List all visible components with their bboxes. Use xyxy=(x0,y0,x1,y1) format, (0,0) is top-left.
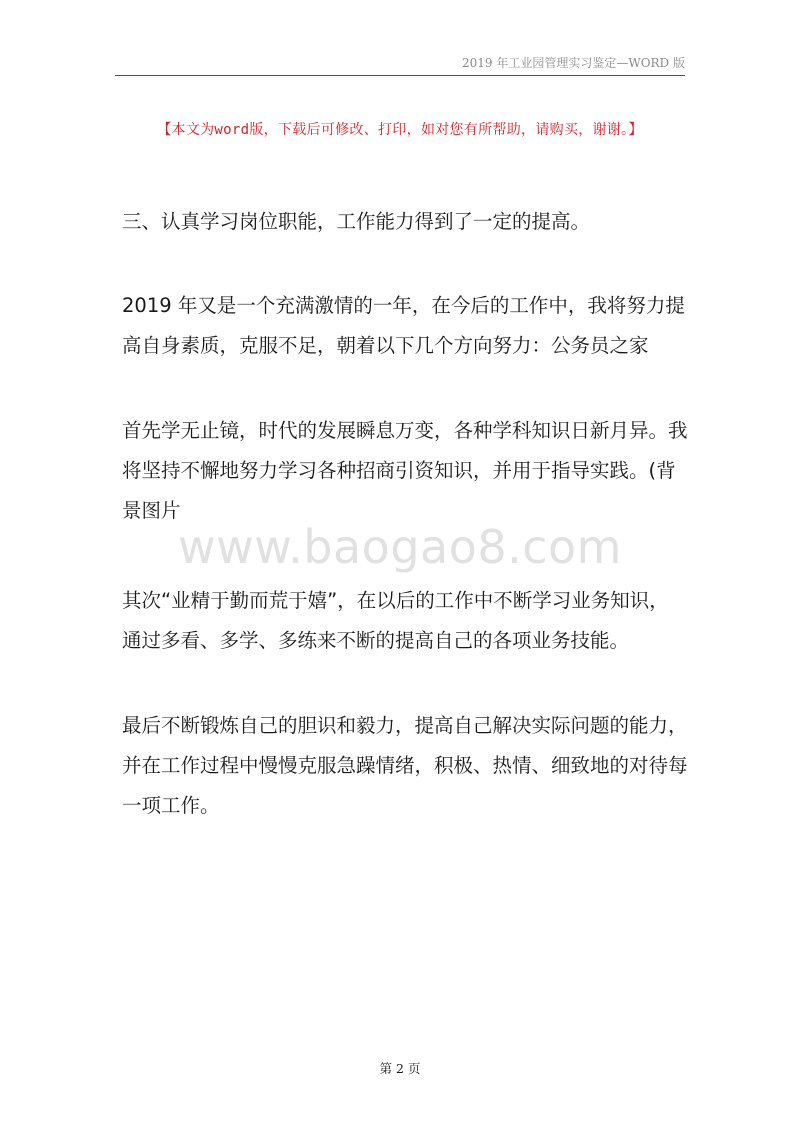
page-number: 第 2 页 xyxy=(379,1061,421,1076)
section-heading-text: 三、认真学习岗位职能，工作能力得到了一定的提高。 xyxy=(122,210,591,233)
section-heading xyxy=(122,202,688,242)
paragraph-4 xyxy=(122,706,688,826)
header-title: 2019 年工业园管理实习鉴定—WORD 版 xyxy=(462,56,685,70)
header-divider xyxy=(115,75,685,76)
paragraph-text: 其次“业精于勤而荒于嬉”，在以后的工作中不断学习业务知识，通过多看、多学、多练来不断的提高自己的各项业务技能。 xyxy=(122,589,669,652)
notice-banner: 【本文为word版，下载后可修改、打印，如对您有所帮助，请购买，谢谢。】 xyxy=(157,122,643,138)
paragraph-2 xyxy=(122,411,688,531)
paragraph-text: 2019 年又是一个充满激情的一年，在今后的工作中，我将努力提高自身素质，克服不足，朝着以下几个方向努力：公务员之家 xyxy=(122,294,685,357)
paragraph-1 xyxy=(122,286,688,366)
watermark: www.baogao8.com xyxy=(178,520,622,574)
paragraph-text: 首先学无止镜，时代的发展瞬息万变，各种学科知识日新月异。我将坚持不懈地努力学习各种招商引资知识，并用于指导实践。(背景图片 xyxy=(122,419,688,522)
paragraph-3 xyxy=(122,581,688,661)
paragraph-text: 最后不断锻炼自己的胆识和毅力，提高自己解决实际问题的能力，并在工作过程中慢慢克服急躁情绪，积极、热情、细致地的对待每一项工作。 xyxy=(122,714,688,817)
